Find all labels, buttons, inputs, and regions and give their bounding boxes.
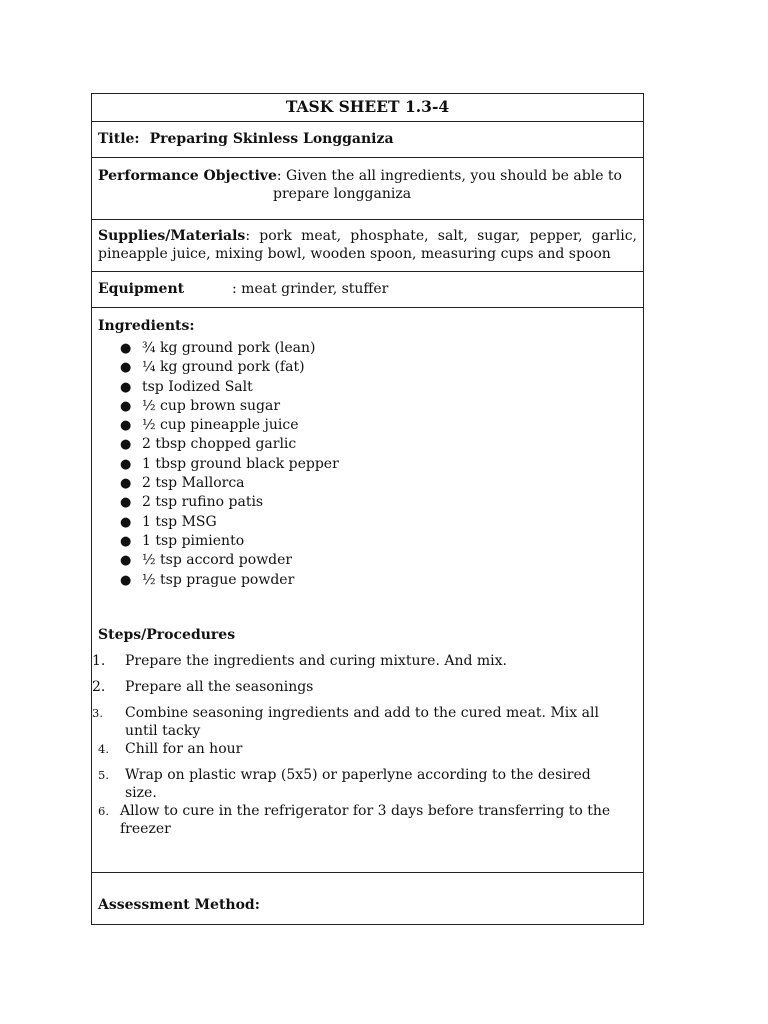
ingredient-item: ● 2 tsp Mallorca [120,475,245,492]
supplies-value: : pork meat, phosphate, salt, sugar, pepper, garlic, pineapple juice, mixing bowl, wooden spoon, measuring cups and spoon [98,228,637,262]
step-text: Wrap on plastic wrap (5x5) or paperlyne according to the desired size. [125,767,591,801]
objective-label: Performance Objective [98,168,277,184]
step-text: Prepare the ingredients and curing mixture. And mix. [125,653,507,669]
ingredient-item: ● 2 tsp rufino patis [120,494,264,511]
title-line [98,130,394,148]
bullet-icon: ● [120,398,132,414]
assessment-label: Assessment Method: [98,897,260,913]
equipment-row [92,272,643,308]
step-number: 4. [98,742,109,756]
title-label: Title: [98,131,140,147]
bullet-icon: ● [120,572,132,588]
supplies-text [98,227,637,263]
supplies-row [92,220,643,272]
step-number: 3. [92,706,103,720]
ingredient-item: ● 1 tsp MSG [120,513,217,530]
step-text: Prepare all the seasonings [125,679,314,695]
ingredient-item: ● 1 tbsp ground black pepper [120,455,339,472]
objective-line-1 [98,167,637,185]
step-number: 1. [92,653,106,669]
task-sheet-table [91,93,644,925]
objective-row [92,158,643,220]
sheet-heading-row [92,94,643,122]
ingredients-label: Ingredients: [98,318,195,334]
bullet-icon: ● [120,341,132,356]
step-number: 6. [98,804,109,818]
bullet-icon: ● [120,514,132,530]
steps-label: Steps/Procedures [98,627,236,643]
step-text: Combine seasoning ingredients and add to the cured meat. Mix all until tacky [125,705,599,739]
ingredients-list [120,339,339,590]
objective-text-1: : Given the all ingredients, you should be able to [276,168,622,184]
equipment-value: : meat grinder, stuffer [232,281,389,297]
ingredient-item: ● tsp Iodized Salt [120,378,253,395]
bullet-icon: ● [120,456,132,472]
ingredient-item: ● ½ cup brown sugar [120,397,281,414]
ingredient-item: ● ¼ kg ground pork (fat) [120,359,305,376]
ingredient-item: ● 1 tsp pimiento [120,532,245,549]
step-number: 2. [92,679,106,695]
ingredient-item: ● ½ cup pineapple juice [120,417,299,434]
ingredient-item: ● ½ tsp accord powder [120,552,293,569]
step-number: 5. [98,768,109,782]
ingredients-steps-row [92,308,643,873]
title-value: Preparing Skinless Longganiza [149,131,394,147]
step-text: Allow to cure in the refrigerator for 3 days before transferring to the freezer [120,803,611,837]
bullet-icon: ● [120,495,132,511]
ingredient-item: ● ¾ kg ground pork (lean) [120,340,316,356]
equipment-label: Equipment [98,281,185,297]
bullet-icon: ● [120,360,132,376]
assessment-row [92,873,643,925]
title-row [92,122,643,158]
ingredient-item: ● 2 tbsp chopped garlic [120,436,297,453]
bullet-icon: ● [120,418,132,434]
bullet-icon: ● [120,379,132,395]
supplies-label: Supplies/Materials [98,228,246,244]
bullet-icon: ● [120,553,132,569]
sheet-heading: TASK SHEET 1.3-4 [285,97,450,116]
step-text: Chill for an hour [125,741,243,757]
objective-text-2: prepare longganiza [273,186,412,202]
ingredient-item: ● ½ tsp prague powder [120,571,295,588]
bullet-icon: ● [120,533,132,549]
bullet-icon: ● [120,437,132,453]
bullet-icon: ● [120,476,132,492]
